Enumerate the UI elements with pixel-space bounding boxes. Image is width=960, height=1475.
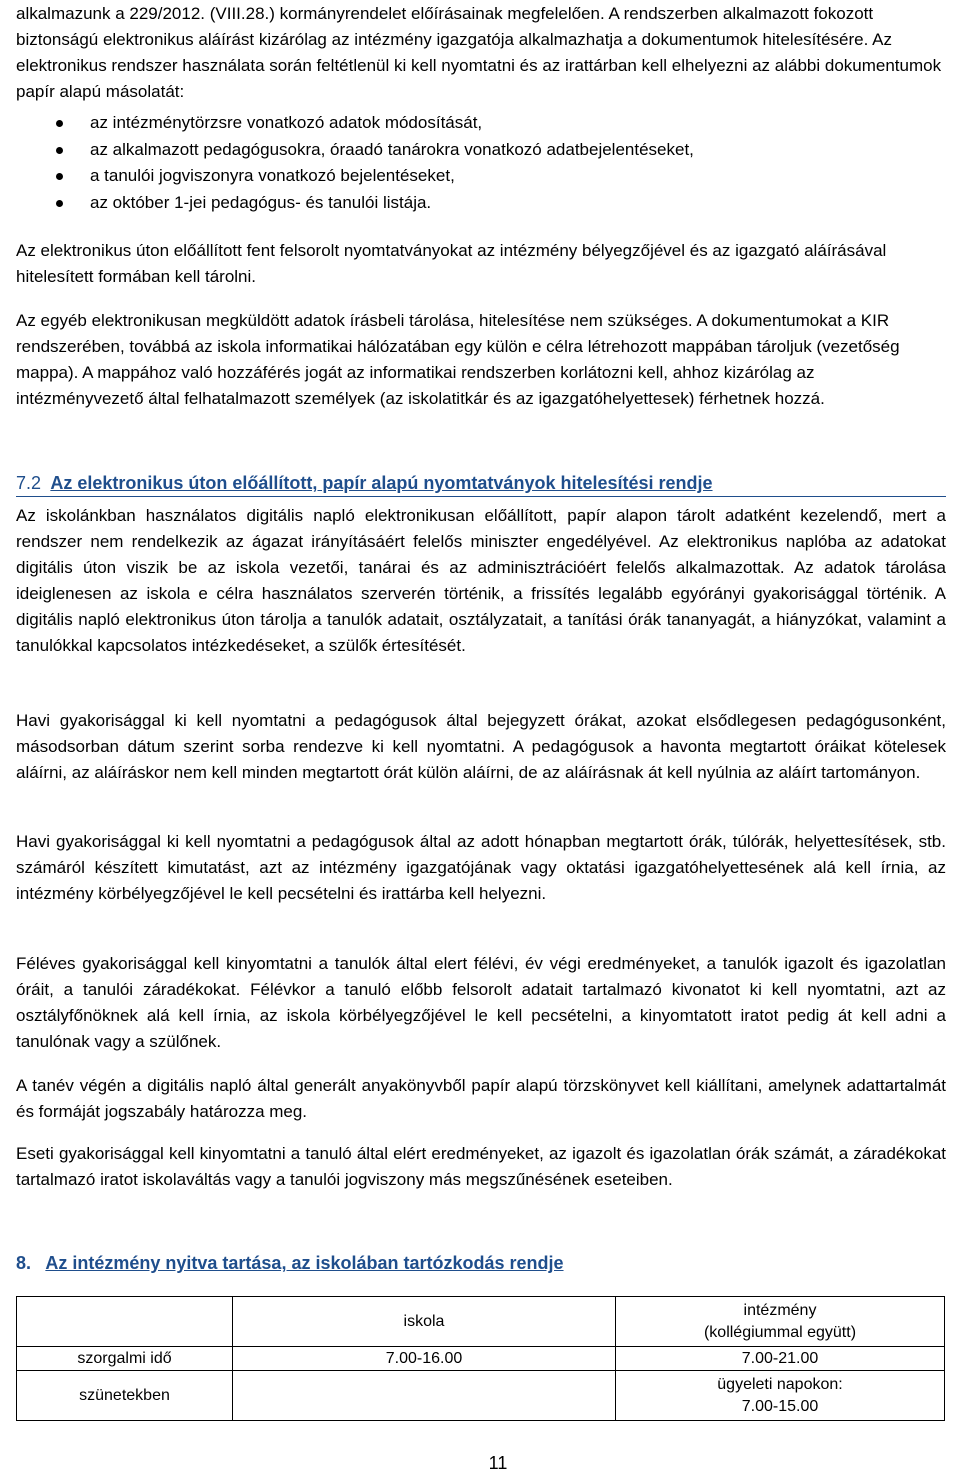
paragraph-digital-log: Az iskolánkban használatos digitális napló elektronikusan előállított, papír alapon tárolt adatként kezelendő, mert a rendszer nem rendelkezik az ágazat irányításáért felelős miniszter engedélyével. Az elektronikus naplóba az adatokat digitális úton viszik be az iskola vezetői, tanárai és az adminisztrációért felelős alkalmazottak. Az adatok tárolása ideiglenesen az iskola e célra használatos szerverén történik, a frissítés legalább egyórányi gyakorisággal történik. A digitális napló elektronikus úton tárolja a tanulók adatait, osztályzatait, a tanítási órák tananyagát, a hiányzókat, valamint a tanulókkal kapcsolatos intézkedéseket, a szülők értesítését.	[16, 506, 946, 655]
storage-paragraph: Az elektronikus úton előállított fent felsorolt nyomtatványokat az intézmény bélyegzőjével és az igazgató aláírásával hitelesített formában kell tárolni.	[16, 241, 887, 286]
archive-paragraph: Az egyéb elektronikusan megküldött adatok írásbeli tárolása, hitelesítése nem szükséges. A dokumentumokat a KIR rendszerében, továbbá az iskola informatikai hálózatában egy külön e célra létrehozott mappában tároljuk (vezetőség mappa). A mappához való hozzáférés jogát az informatikai rendszerben korlátozni kell, ahhoz kizárólag az intézményvezető által felhatalmazott személyek (az iskolatitkár és az igazgatóhelyettesek) férhetnek hozzá.	[16, 311, 900, 408]
row-school-hours	[233, 1371, 616, 1421]
duty-days-label: ügyeleti napokon:	[717, 1375, 843, 1393]
section-number: 8.	[16, 1253, 32, 1273]
section-title: Az intézmény nyitva tartása, az iskolában tartózkodás rendje	[45, 1253, 564, 1273]
section-number: 7.2	[16, 473, 42, 493]
row-label: szünetekben	[17, 1371, 233, 1421]
table-row	[17, 1347, 945, 1371]
duty-days-hours: 7.00-15.00	[741, 1397, 819, 1415]
table-header-row	[17, 1297, 945, 1347]
header-institution-line2: (kollégiummal együtt)	[703, 1323, 857, 1341]
section-heading	[16, 1251, 564, 1275]
table-row	[17, 1371, 945, 1421]
row-institution-hours: 7.00-21.00	[616, 1347, 945, 1371]
paragraph-monthly-lessons: Havi gyakorisággal ki kell nyomtatni a pedagógusok által bejegyzett órákat, azokat elsődlegesen pedagógusonként, másodsorban dátum szerint sorba rendezve ki kell nyomtatni. A pedagógusok a havonta megtartott óráikat kötelesek aláírni, az aláíráskor nem kell minden megtartott órát külön aláírni, de az aláírásnak át kell nyúlnia az aláírt tartományon.	[16, 711, 946, 782]
section-heading-7-2	[16, 471, 946, 495]
list-item: a tanulói jogviszonyra vonatkozó bejelentéseket,	[16, 163, 946, 190]
paragraph-semester-results: Féléves gyakorisággal kell kinyomtatni a tanulók által elert félévi, év végi eredményeket, a tanulók igazolt és igazolatlan óráit, a tanulói záradékokat. Félévkor a tanuló előbb felsorolt adatait tartalmazó kivonatot ki kell nyomtatni, azt az osztályfőnöknek alá kell írnia, az iskola körbélyegzőjével le kell pecsételni, a kinyomtatott iratot pedig át kell adni a tanulónak vagy a szülőnek.	[16, 954, 946, 1051]
header-cell-empty	[17, 1297, 233, 1347]
section-heading-8	[16, 1251, 946, 1275]
opening-hours-table	[16, 1296, 945, 1421]
heading-rule	[16, 496, 946, 497]
page-number: 11	[488, 1453, 508, 1473]
paragraph-yearend-register: A tanév végén a digitális napló által generált anyakönyvből papír alapú törzskönyvet kell kiállítani, amelynek adattartalmát és formáját jogszabály határozza meg.	[16, 1076, 946, 1121]
intro-paragraph: alkalmazunk a 229/2012. (VIII.28.) kormányrendelet előírásainak megfelelően. A rendszerben alkalmazott fokozott biztonságú elektronikus aláírást kizárólag az intézmény igazgatója alkalmazhatja a dokumentumok hitelesítésére. Az elektronikus rendszer használata során feltétlenül ki kell nyomtatni és az irattárban kell elhelyezni az alábbi dokumentumok papír alapú másolatát:	[16, 4, 942, 101]
row-school-hours: 7.00-16.00	[233, 1347, 616, 1371]
row-institution-hours	[616, 1371, 945, 1421]
list-item: az október 1-jei pedagógus- és tanulói listája.	[16, 190, 946, 217]
section-heading	[16, 471, 713, 495]
header-institution-line1: intézmény	[743, 1301, 817, 1319]
list-item: az alkalmazott pedagógusokra, óraadó tanárokra vonatkozó adatbejelentéseket,	[16, 137, 946, 164]
list-item: az intézménytörzsre vonatkozó adatok módosítását,	[16, 110, 946, 137]
document-list	[16, 110, 946, 216]
paragraph-occasional-print: Eseti gyakorisággal kell kinyomtatni a tanuló által elért eredményeket, az igazolt és igazolatlan órák számát, a záradékokat tartalmazó iratot iskolaváltás vagy a tanulói jogviszony más megszűnésének eseteiben.	[16, 1144, 946, 1189]
section-title: Az elektronikus úton előállított, papír alapú nyomtatványok hitelesítési rendje	[50, 473, 713, 493]
paragraph-monthly-report: Havi gyakorisággal ki kell nyomtatni a pedagógusok által az adott hónapban megtartott órák, túlórák, helyettesítések, stb. számáról készített kimutatást, azt az intézmény igazgatójának vagy oktatási igazgatóhelyettesének alá kell írnia, az intézmény körbélyegzőjével le kell pecsételni és irattárba kell helyezni.	[16, 832, 946, 903]
row-label: szorgalmi idő	[17, 1347, 233, 1371]
header-cell-institution	[616, 1297, 945, 1347]
header-cell-school: iskola	[233, 1297, 616, 1347]
